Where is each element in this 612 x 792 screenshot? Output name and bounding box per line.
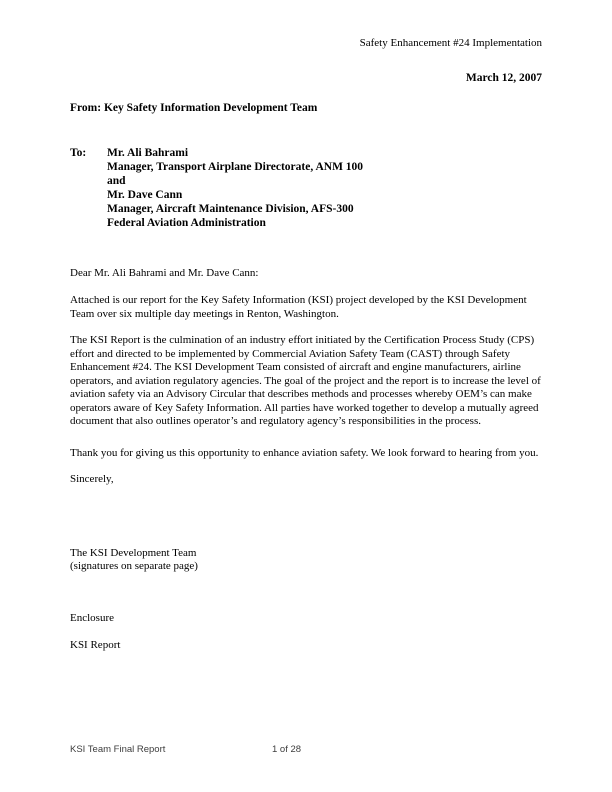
- signature-note: (signatures on separate page): [70, 560, 198, 572]
- to-recipients: [107, 146, 363, 230]
- body-paragraph: Thank you for giving us this opportunity to enhance aviation safety. We look forward to hearing from you.: [70, 446, 539, 459]
- to-recipient-line: and: [107, 174, 126, 187]
- to-recipient-line: Manager, Transport Airplane Directorate, ANM 100: [107, 160, 364, 173]
- to-recipient-line: Mr. Dave Cann: [107, 188, 183, 201]
- page-header-title: Safety Enhancement #24 Implementation: [359, 37, 542, 49]
- to-recipient-line: Mr. Ali Bahrami: [107, 146, 189, 159]
- to-recipient-line: Manager, Aircraft Maintenance Division, AFS-300: [107, 202, 354, 215]
- enclosure-item: KSI Report: [70, 639, 121, 651]
- to-block: [70, 146, 542, 230]
- footer-page-number: 1 of 28: [272, 744, 302, 755]
- salutation: Dear Mr. Ali Bahrami and Mr. Dave Cann:: [70, 266, 259, 279]
- from-line: From: Key Safety Information Development Team: [70, 102, 318, 114]
- to-label: To:: [70, 146, 87, 159]
- letter-date: March 12, 2007: [465, 71, 542, 84]
- footer-report-title: KSI Team Final Report: [70, 744, 166, 755]
- closing: Sincerely,: [70, 473, 114, 485]
- signature-name: The KSI Development Team: [70, 546, 197, 559]
- signature-block: [70, 547, 542, 574]
- to-recipient-line: Federal Aviation Administration: [107, 216, 266, 229]
- body-paragraph: The KSI Report is the culmination of an industry effort initiated by the Certification Process Study (CPS) effort and directed to be implemented by Commercial Aviation Safety Team (CAST) through Safety Enhancement #24. The KSI Development Team consisted of aircraft and engine manufacturers, airline operators, and aviation regulatory agencies. The goal of the project and the report is to increase the level of aviation safety via an Advisory Circular that describes methods and processes whereby OEM’s can make operators aware of Key Safety Information. All parties have worked together to develop a mutually agreed document that also outlines operator’s and regulatory agency’s responsibilities in the process.: [70, 334, 541, 427]
- enclosure-label: Enclosure: [70, 611, 114, 624]
- body-paragraph: Attached is our report for the Key Safety Information (KSI) project developed by the KSI Development Team over six multiple day meetings in Renton, Washington.: [70, 294, 527, 320]
